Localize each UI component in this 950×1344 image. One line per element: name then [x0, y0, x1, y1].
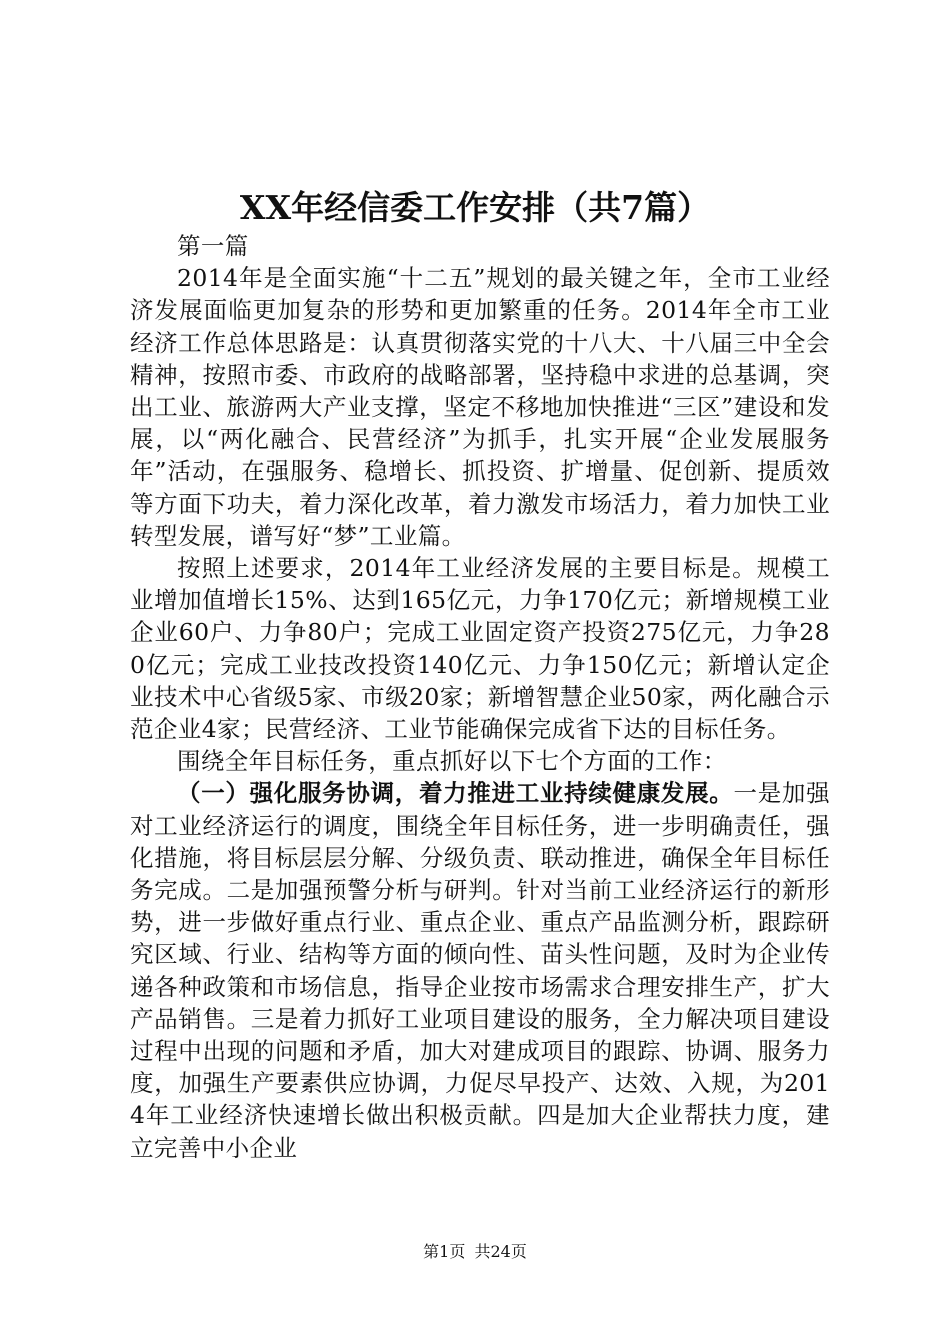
paragraph-targets: 按照上述要求，2014年工业经济发展的主要目标是。规模工业增加值增长15%、达到165亿元，力争170亿元；新增规模工业企业60户、力争80户；完成工业固定资产投资275亿元，力争280亿元；完成工业技改投资140亿元、力争150亿元；新增认定企业技术中心省级5家、市级20家；新增智慧企业50家，两化融合示范企业4家；民营经济、工业节能确保完成省下达的目标任务。	[130, 554, 830, 744]
document-body	[130, 230, 830, 1164]
section-label: 第一篇	[177, 232, 249, 260]
page-footer	[0, 1241, 950, 1263]
paragraph-overview: 2014年是全面实施“十二五”规划的最关键之年，全市工业经济发展面临更加复杂的形势和更加繁重的任务。2014年全市工业经济工作总体思路是：认真贯彻落实党的十八大、十八届三中全会精神，按照市委、市政府的战略部署，坚持稳中求进的总基调，突出工业、旅游两大产业支撑，坚定不移地加快推进“三区”建设和发展，以“两化融合、民营经济”为抓手，扎实开展“企业发展服务年”活动，在强服务、稳增长、抓投资、扩增量、促创新、提质效等方面下功夫，着力深化改革，着力激发市场活力，着力加快工业转型发展，谱写好“梦”工业篇。	[130, 264, 830, 550]
paragraph-tasks-intro: 围绕全年目标任务，重点抓好以下七个方面的工作：	[177, 747, 727, 776]
page-number: 第1页	[423, 1242, 466, 1261]
section-1-heading: （一）强化服务协调，着力推进工业持续健康发展。	[177, 779, 734, 808]
document-title: XX年经信委工作安排（共7篇）	[239, 188, 711, 227]
page-total: 共24页	[474, 1242, 527, 1261]
paragraph-section-1	[130, 777, 830, 1163]
section-1-body: 一是加强对工业经济运行的调度，围绕全年目标任务，进一步明确责任，强化措施，将目标层层分解、分级负责、联动推进，确保全年目标任务完成。二是加强预警分析与研判。针对当前工业经济运行的新形势，进一步做好重点行业、重点企业、重点产品监测分析，跟踪研究区域、行业、结构等方面的倾向性、苗头性问题，及时为企业传递各种政策和市场信息，指导企业按市场需求合理安排生产，扩大产品销售。三是着力抓好工业项目建设的服务，全力解决项目建设过程中出现的问题和矛盾，加大对建成项目的跟踪、协调、服务力度，加强生产要素供应协调，力促尽早投产、达效、入规，为2014年工业经济快速增长做出积极贡献。四是加大企业帮扶力度，建立完善中小企业	[130, 779, 830, 1162]
